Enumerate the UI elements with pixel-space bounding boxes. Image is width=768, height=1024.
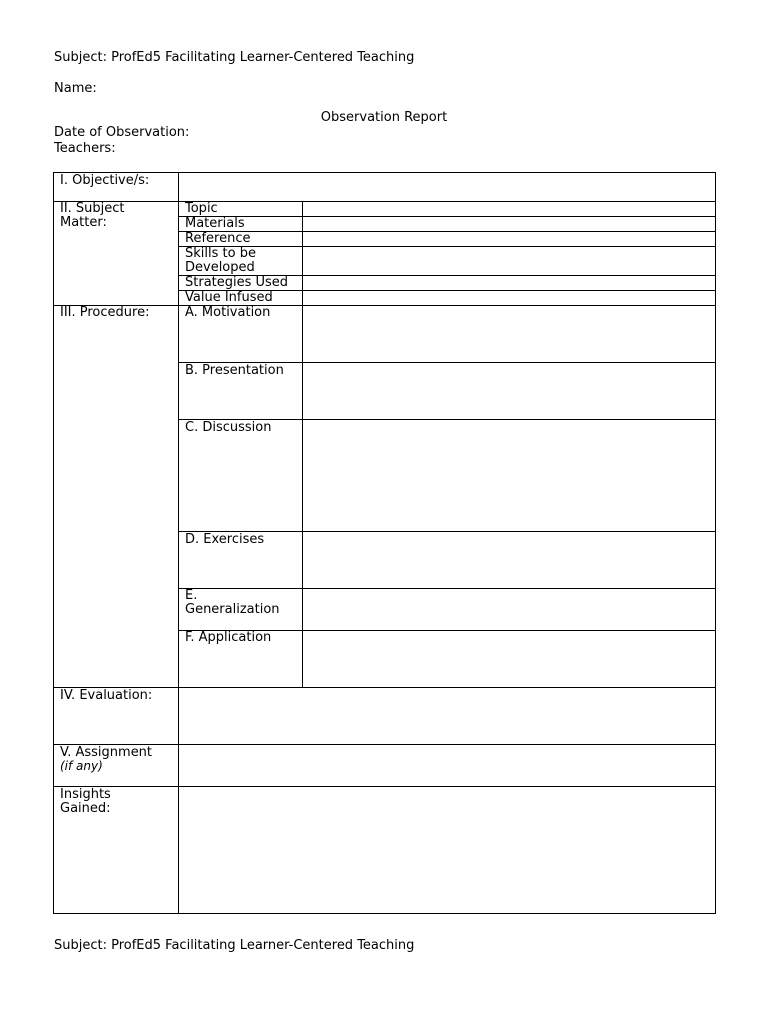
discussion-label: C. Discussion (179, 420, 303, 532)
exercises-field[interactable] (303, 532, 716, 589)
observation-table (53, 172, 716, 914)
evaluation-label: IV. Evaluation: (54, 688, 179, 745)
topic-label: Topic (179, 202, 303, 217)
objective-label: I. Objective/s: (54, 173, 179, 202)
assignment-text: V. Assignment (60, 745, 153, 760)
insights-row (54, 787, 716, 914)
assignment-row (54, 745, 716, 787)
presentation-label: B. Presentation (179, 363, 303, 420)
materials-field[interactable] (303, 217, 716, 232)
reference-label: Reference (179, 232, 303, 247)
skills-text: Skills to be Developed (185, 246, 256, 275)
objective-field[interactable] (179, 173, 716, 202)
name-line: Name: (54, 81, 97, 96)
assignment-field[interactable] (179, 745, 716, 787)
presentation-field[interactable] (303, 363, 716, 420)
subject-matter-label (54, 202, 179, 306)
generalization-text: E. Generalization (185, 588, 280, 617)
evaluation-row (54, 688, 716, 745)
topic-field[interactable] (303, 202, 716, 217)
report-title: Observation Report (320, 110, 448, 125)
insights-text: Insights Gained: (60, 787, 111, 816)
materials-label: Materials (179, 217, 303, 232)
strategies-label: Strategies Used (179, 276, 303, 291)
motivation-label: A. Motivation (179, 306, 303, 363)
exercises-label: D. Exercises (179, 532, 303, 589)
application-label: F. Application (179, 631, 303, 688)
footer-subject-line: Subject: ProfEd5 Facilitating Learner-Centered Teaching (54, 938, 415, 953)
insights-label (54, 787, 179, 914)
assignment-note: (if any) (60, 759, 103, 773)
value-field[interactable] (303, 291, 716, 306)
motivation-field[interactable] (303, 306, 716, 363)
procedure-label: III. Procedure: (54, 306, 179, 688)
generalization-label (179, 589, 303, 631)
application-field[interactable] (303, 631, 716, 688)
subject-matter-text: II. Subject Matter: (60, 201, 125, 230)
assignment-label (54, 745, 179, 787)
generalization-field[interactable] (303, 589, 716, 631)
skills-field[interactable] (303, 247, 716, 276)
reference-field[interactable] (303, 232, 716, 247)
discussion-field[interactable] (303, 420, 716, 532)
subject-topic-row (54, 202, 716, 217)
strategies-field[interactable] (303, 276, 716, 291)
teachers-line: Teachers: (54, 141, 116, 156)
procedure-motivation-row (54, 306, 716, 363)
value-label: Value Infused (179, 291, 303, 306)
skills-label (179, 247, 303, 276)
date-of-observation-line: Date of Observation: (54, 125, 190, 140)
evaluation-field[interactable] (179, 688, 716, 745)
objective-row (54, 173, 716, 202)
subject-line: Subject: ProfEd5 Facilitating Learner-Centered Teaching (54, 50, 415, 65)
insights-field[interactable] (179, 787, 716, 914)
